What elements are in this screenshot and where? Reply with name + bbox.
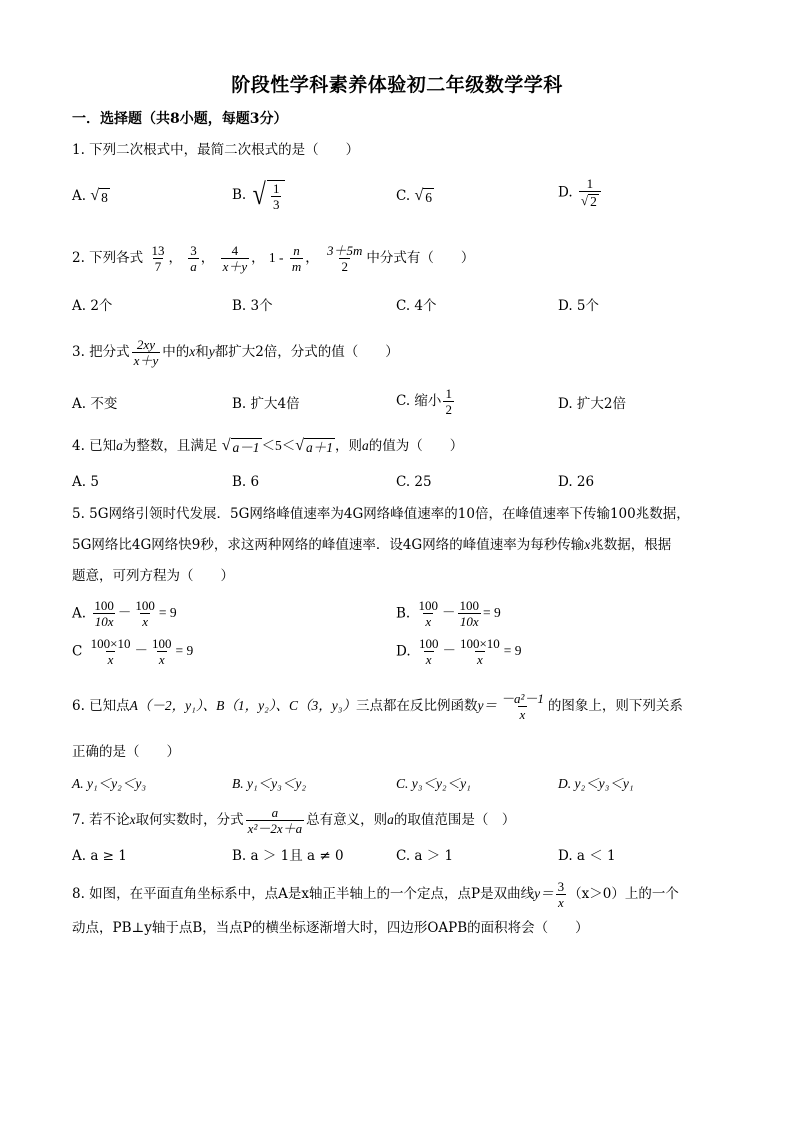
question-8-stem: 8. 如图，在平面直角坐标系中，点A是x轴正半轴上的一个定点，点P是双曲线y＝ $\frac{3}{x}$ （x＞0）上的一个 — [72, 879, 679, 910]
q2-option-b: B. 3个 — [232, 298, 273, 314]
q6-option-a: A. y₁＜y₂＜y₃ — [72, 776, 147, 791]
q5-option-b: B. $\frac{100}{x}$ － $\frac{100}{10x}$ = 9 — [396, 598, 501, 629]
question-5-line-1: 5. 5G网络引领时代发展．5G网络峰值速率为4G网络峰值速率的10倍，在峰值速率下传输100兆数据， — [72, 506, 690, 522]
q4-option-b: B. 6 — [232, 474, 260, 490]
question-4-stem: 4. 已知a为整数，且满足 √ a－1 ＜5＜ √ a＋1 ，则a的值为（ ） — [72, 437, 464, 455]
section-heading: 一．选择题（共8小题，每题3分） — [72, 111, 288, 127]
q6-option-b: B. y₁＜y₃＜y₂ — [232, 776, 307, 791]
q2-option-a: A. 2个 — [72, 298, 113, 314]
q1-option-c: C. √ 6 — [396, 187, 432, 205]
q3-option-c: C. 缩小 $\frac{1}{2}$ — [396, 386, 452, 417]
q2-option-c: C. 4个 — [396, 298, 437, 314]
q7-option-c: C. a ＞ 1 — [396, 848, 454, 864]
q1-option-b: B. √ $\frac{1}{3}$ — [232, 176, 285, 214]
q6-option-c: C. y₃＜y₂＜y₁ — [396, 776, 471, 791]
q5-option-c: C $\frac{100\times 10}{x}$ － $\frac{100}{x}$ = 9 — [72, 636, 194, 667]
page-title: 阶段性学科素养体验初二年级数学学科 — [231, 74, 563, 96]
question-6-line-2: 正确的是（ ） — [72, 744, 180, 760]
q7-option-a: A. a ≥ 1 — [72, 848, 127, 864]
q7-option-b: B. a ＞ 1且 a ≠ 0 — [232, 848, 344, 864]
q3-option-d: D. 扩大2倍 — [558, 396, 627, 412]
sqrt-symbol: √ $\frac{1}{3}$ — [251, 176, 286, 214]
q3-option-b: B. 扩大4倍 — [232, 396, 300, 412]
q6-option-d: D. y₂＜y₃＜y₁ — [558, 776, 634, 791]
q2-option-d: D. 5个 — [558, 298, 600, 314]
q1-option-a: A. √ 8 — [72, 187, 108, 205]
sqrt-symbol: √ 8 — [90, 187, 108, 205]
question-7-stem: 7. 若不论x取何实数时，分式 $\frac{a}{\text{x²－2x＋a}}$ 总有意义，则a的取值范围是（ ） — [72, 805, 516, 836]
question-8-line-2: 动点，PB⊥y轴于点B，当点P的横坐标逐渐增大时，四边形OAPB的面积将会（ ） — [72, 920, 589, 936]
question-3-stem: 3. 把分式 $\frac{2xy}{x+y}$ 中的x和y都扩大2倍，分式的值（ ） — [72, 337, 399, 368]
question-6-stem: 6. 已知点A（－2，y₁）、B（1，y₂）、C（3，y₃）三点都在反比例函数y＝ $\frac{\text{－a²－1}}{x}$ 的图象上，则下列关系 — [72, 691, 683, 722]
question-5-line-3: 题意，可列方程为（ ） — [72, 568, 234, 584]
q7-option-d: D. a ＜ 1 — [558, 848, 616, 864]
q1-option-d: D. 1 √ 2 — [558, 176, 603, 209]
question-5-line-2: 5G网络比4G网络快9秒，求这两种网络的峰值速率．设4G网络的峰值速率为每秒传输x兆数据，根据 — [72, 537, 672, 553]
question-1-stem: 1. 下列二次根式中，最简二次根式的是（ ） — [72, 142, 360, 158]
q5-option-d: D. $\frac{100}{x}$ － $\frac{100\times 10}{x}$ = 9 — [396, 636, 522, 667]
q4-option-d: D. 26 — [558, 474, 595, 490]
q3-option-a: A. 不变 — [72, 396, 118, 412]
q4-option-c: C. 25 — [396, 474, 432, 490]
q4-option-a: A. 5 — [72, 474, 99, 490]
sqrt-symbol: √ 6 — [414, 187, 432, 205]
question-2-stem: 2. 下列各式 $\frac{13}{7}$ ， $\frac{3}{a}$ ， $\frac{4}{x+y}$ ， 1 - $\frac{n}{m}$ ， $\frac{3+5m}{2}$ 中分式有（ ） — [72, 243, 475, 274]
q5-option-a: A. $\frac{100}{10x}$ － $\frac{100}{x}$ = 9 — [72, 598, 177, 629]
